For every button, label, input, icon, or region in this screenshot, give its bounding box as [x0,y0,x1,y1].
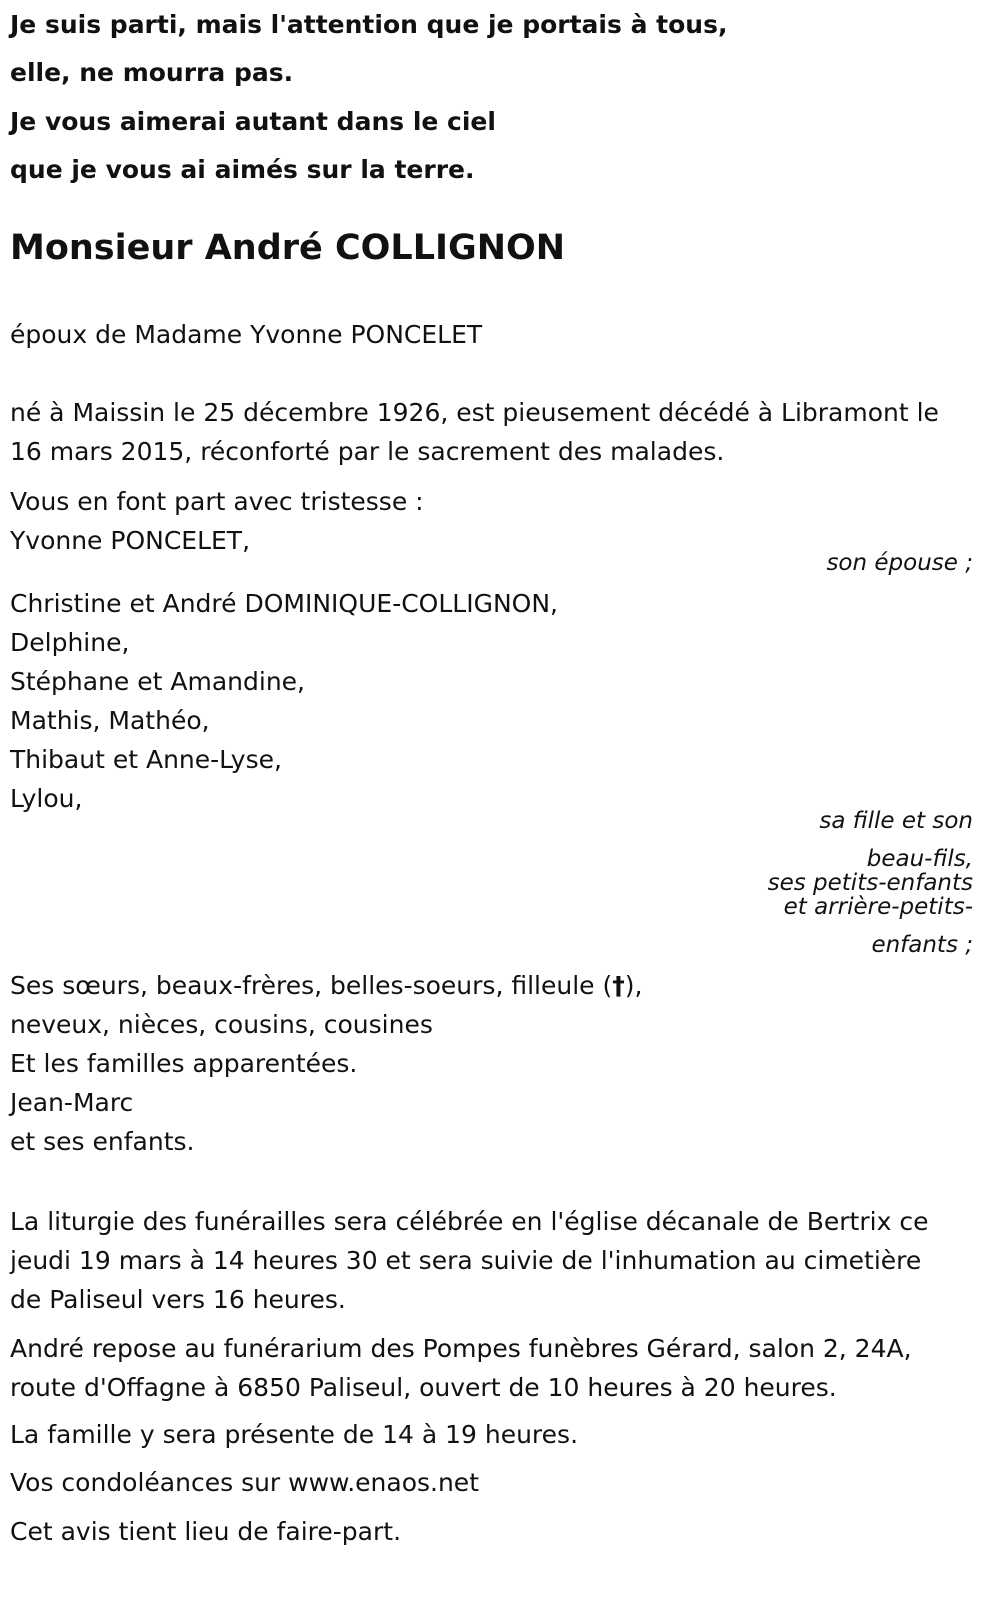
liturgy-paragraph [10,1202,928,1319]
others-line: Et les familles apparentées. [10,1049,358,1078]
liturgy-line: de Paliseul vers 16 heures. [10,1285,346,1314]
others-first-text: Ses sœurs, beaux-frères, belles-soeurs, filleule ( [10,971,613,1000]
quote-line-1: Je suis parti, mais l'attention que je portais à tous, [10,10,728,39]
family-line: Mathis, Mathéo, [10,706,210,735]
spouse-role: son épouse ; [826,550,973,576]
rest-line: route d'Offagne à 6850 Paliseul, ouvert de 10 heures à 20 heures. [10,1373,837,1402]
family-line: Lylou, [10,784,83,813]
others-line: et ses enfants. [10,1127,195,1156]
rest-paragraph [10,1329,912,1407]
deceased-name: Monsieur André COLLIGNON [10,228,566,268]
others-line: neveux, nièces, cousins, cousines [10,1010,433,1039]
others-line: Jean-Marc [10,1088,134,1117]
others-line-first [10,966,642,1005]
quote-line-2: elle, ne mourra pas. [10,58,294,87]
liturgy-line: jeudi 19 mars à 14 heures 30 et sera suivie de l'inhumation au cimetière [10,1246,922,1275]
family-role-line: ses petits-enfants [767,870,973,896]
announcers-intro: Vous en font part avec tristesse : [10,487,424,516]
family-role-line: et arrière-petits- [783,894,973,920]
family-role-line: sa fille et son [819,808,973,834]
family-line: Thibaut et Anne-Lyse, [10,745,282,774]
rest-line: André repose au funérarium des Pompes funèbres Gérard, salon 2, 24A, [10,1334,912,1363]
quote-line-3: Je vous aimerai autant dans le ciel [10,107,496,136]
quote-line-4: que je vous ai aimés sur la terre. [10,155,475,184]
condolences-line: Vos condoléances sur www.enaos.net [10,1468,479,1497]
bio-line-1: né à Maissin le 25 décembre 1926, est pieusement décédé à Libramont le [10,398,939,427]
family-role-line: enfants ; [871,932,973,958]
others-first-end: ), [624,971,643,1000]
cross-icon: † [612,971,625,1000]
others-list [10,966,642,1161]
family-line: Stéphane et Amandine, [10,667,305,696]
spouse-announcer: Yvonne PONCELET, [10,526,251,555]
family-presence: La famille y sera présente de 14 à 19 heures. [10,1420,579,1449]
liturgy-line: La liturgie des funérailles sera célébrée en l'église décanale de Bertrix ce [10,1207,929,1236]
closing-line: Cet avis tient lieu de faire-part. [10,1517,402,1546]
spouse-line: époux de Madame Yvonne PONCELET [10,320,483,349]
bio-line-2: 16 mars 2015, réconforté par le sacrement des malades. [10,437,725,466]
family-role-line: beau-fils, [866,846,973,872]
family-line: Christine et André DOMINIQUE-COLLIGNON, [10,589,558,618]
family-line: Delphine, [10,628,130,657]
family-list [10,584,558,818]
